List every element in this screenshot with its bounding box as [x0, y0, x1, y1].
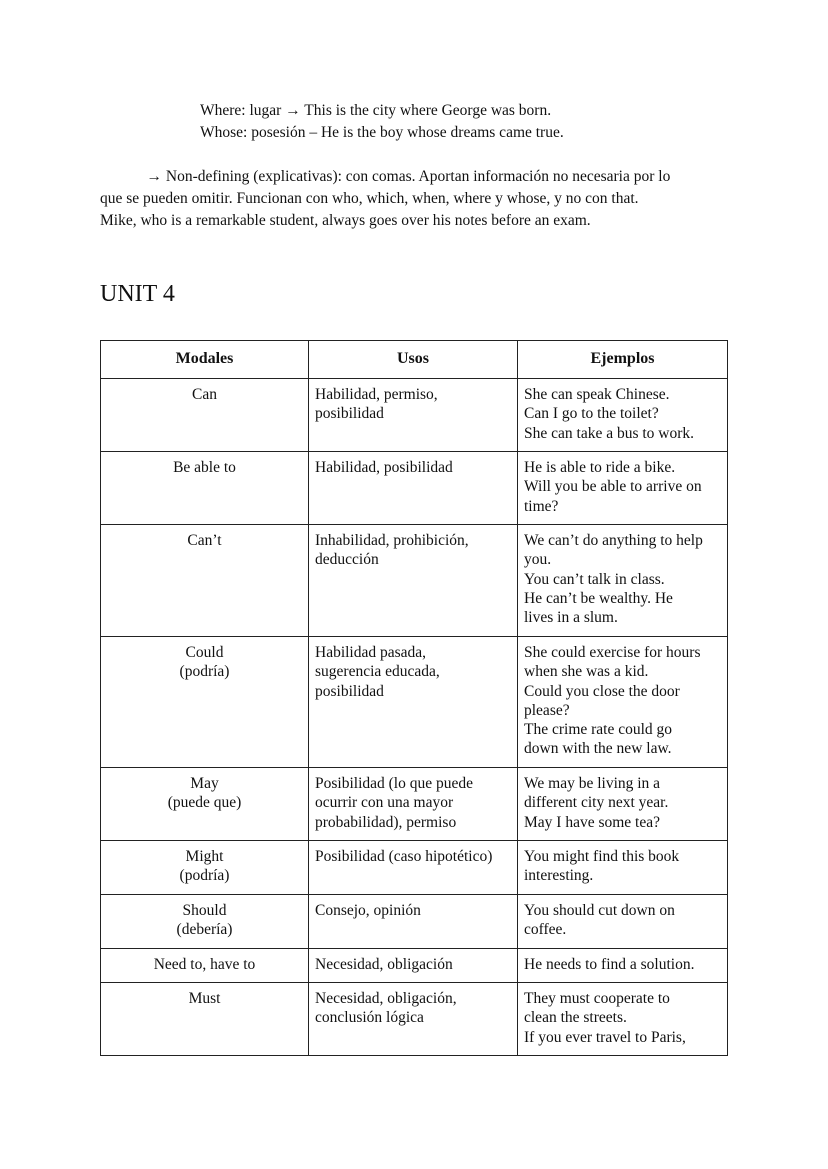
- ejemplos-cell: [518, 949, 728, 983]
- header-modales: Modales: [101, 341, 309, 379]
- ejemplos-cell: [518, 895, 728, 949]
- modal-name: Be able to: [173, 459, 236, 476]
- modals-table: [100, 340, 728, 1056]
- modal-translation: (debería): [176, 921, 233, 939]
- ejemplo-line: coffee.: [524, 921, 567, 939]
- table-row: [101, 983, 728, 1056]
- header-ejemplos: Ejemplos: [518, 341, 728, 379]
- non-defining-paragraph-line-2: que se pueden omitir. Funcionan con who, which, when, where y whose, y no con that.: [100, 190, 639, 207]
- usos-cell: [309, 525, 518, 637]
- table-row: [101, 841, 728, 895]
- uso-line: Inhabilidad, prohibición,: [315, 532, 469, 549]
- ejemplos-cell: [518, 768, 728, 841]
- ejemplo-line: We may be living in a: [524, 775, 661, 792]
- usos-cell: [309, 895, 518, 949]
- modal-cell: [101, 949, 309, 983]
- ejemplo-line: You should cut down on: [524, 902, 675, 919]
- uso-line: Necesidad, obligación: [315, 956, 453, 973]
- ejemplo-line: when she was a kid.: [524, 663, 649, 681]
- modal-cell: [101, 637, 309, 768]
- ejemplo-line: you.: [524, 551, 552, 569]
- ejemplo-line: The crime rate could go: [524, 721, 673, 739]
- table-row: [101, 768, 728, 841]
- ejemplos-cell: [518, 452, 728, 525]
- ejemplo-line: interesting.: [524, 867, 594, 885]
- ejemplo-line: He is able to ride a bike.: [524, 459, 676, 476]
- ejemplo-line: You might find this book: [524, 848, 680, 865]
- uso-line: Consejo, opinión: [315, 902, 421, 919]
- ejemplo-line: They must cooperate to: [524, 990, 670, 1007]
- unit-title: UNIT 4: [100, 281, 175, 307]
- usos-cell: [309, 983, 518, 1056]
- table-row: [101, 452, 728, 525]
- modal-cell: [101, 525, 309, 637]
- modal-cell: [101, 983, 309, 1056]
- modal-name: Can’t: [187, 532, 222, 549]
- ejemplo-line: We can’t do anything to help: [524, 532, 703, 549]
- modal-cell: [101, 841, 309, 895]
- usos-cell: [309, 768, 518, 841]
- where-line: Where: lugar → This is the city where George was born.: [200, 102, 552, 119]
- ejemplo-line: Will you be able to arrive on: [524, 478, 702, 496]
- ejemplo-line: time?: [524, 497, 559, 515]
- modal-translation: (podría): [179, 867, 230, 885]
- ejemplo-line: Can I go to the toilet?: [524, 405, 659, 423]
- ejemplo-line: You can’t talk in class.: [524, 570, 665, 588]
- modal-cell: [101, 379, 309, 452]
- ejemplo-line: May I have some tea?: [524, 813, 660, 831]
- ejemplos-cell: [518, 637, 728, 768]
- modal-name: Need to, have to: [153, 956, 256, 973]
- header-usos: Usos: [309, 341, 518, 379]
- uso-line: Habilidad, permiso,: [315, 386, 438, 403]
- modal-translation: (puede que): [167, 794, 242, 812]
- table-row: [101, 895, 728, 949]
- modal-name: Must: [188, 990, 221, 1007]
- ejemplos-cell: [518, 983, 728, 1056]
- uso-line: ocurrir con una mayor: [315, 794, 454, 812]
- ejemplo-line: She can take a bus to work.: [524, 424, 695, 442]
- uso-line: posibilidad: [315, 682, 384, 700]
- non-defining-example-line: Mike, who is a remarkable student, always goes over his notes before an exam.: [100, 212, 591, 229]
- ejemplo-line: She could exercise for hours: [524, 644, 701, 661]
- ejemplo-line: Could you close the door: [524, 682, 680, 700]
- table-row: [101, 949, 728, 983]
- modal-name: Could: [185, 644, 224, 661]
- uso-line: Necesidad, obligación,: [315, 990, 457, 1007]
- modal-cell: [101, 895, 309, 949]
- non-defining-paragraph-line-1: → Non-defining (explicativas): con comas. Aportan información no necesaria por lo: [100, 168, 671, 185]
- modal-name: Might: [185, 848, 224, 865]
- uso-line: Posibilidad (lo que puede: [315, 775, 473, 792]
- modal-translation: (podría): [179, 663, 230, 681]
- table-row: [101, 379, 728, 452]
- table-header-row: [101, 341, 728, 379]
- ejemplo-line: clean the streets.: [524, 1009, 627, 1027]
- usos-cell: [309, 452, 518, 525]
- ejemplo-line: please?: [524, 701, 570, 719]
- modal-name: Should: [182, 902, 227, 919]
- uso-line: deducción: [315, 551, 379, 569]
- ejemplo-line: He can’t be wealthy. He: [524, 589, 673, 607]
- modal-cell: [101, 768, 309, 841]
- whose-line: Whose: posesión – He is the boy whose dreams came true.: [200, 124, 564, 141]
- ejemplo-line: He needs to find a solution.: [524, 956, 695, 973]
- uso-line: Habilidad, posibilidad: [315, 459, 453, 476]
- ejemplos-cell: [518, 379, 728, 452]
- modal-name: May: [190, 775, 219, 792]
- uso-line: posibilidad: [315, 405, 384, 423]
- table-row: [101, 525, 728, 637]
- usos-cell: [309, 841, 518, 895]
- usos-cell: [309, 637, 518, 768]
- uso-line: sugerencia educada,: [315, 663, 440, 681]
- ejemplo-line: different city next year.: [524, 794, 669, 812]
- usos-cell: [309, 949, 518, 983]
- ejemplo-line: She can speak Chinese.: [524, 386, 670, 403]
- table-row: [101, 637, 728, 768]
- usos-cell: [309, 379, 518, 452]
- ejemplo-line: If you ever travel to Paris,: [524, 1028, 686, 1046]
- modal-cell: [101, 452, 309, 525]
- modal-name: Can: [192, 386, 217, 403]
- ejemplos-cell: [518, 525, 728, 637]
- uso-line: conclusión lógica: [315, 1009, 424, 1027]
- ejemplos-cell: [518, 841, 728, 895]
- uso-line: Posibilidad (caso hipotético): [315, 848, 493, 865]
- uso-line: Habilidad pasada,: [315, 644, 427, 661]
- ejemplo-line: down with the new law.: [524, 740, 672, 758]
- uso-line: probabilidad), permiso: [315, 813, 457, 831]
- ejemplo-line: lives in a slum.: [524, 609, 618, 627]
